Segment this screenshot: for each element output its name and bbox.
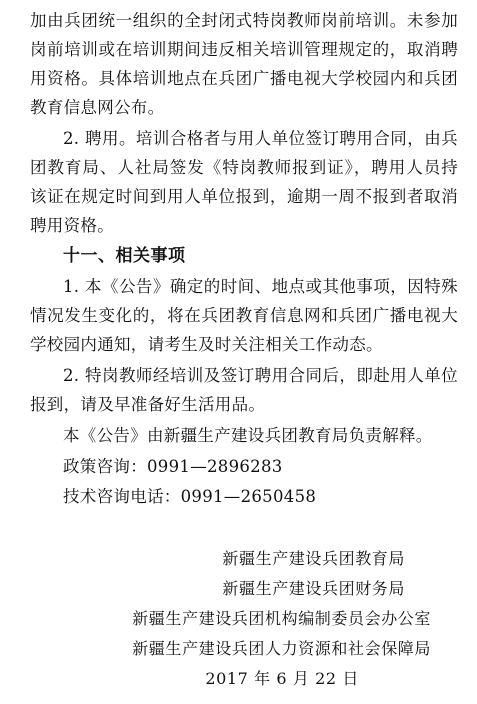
paragraph-training: 加由兵团统一组织的全封闭式特岗教师岗前培训。未参加岗前培训或在培训期间违反相关培训管理规定的，取消聘用资格。具体培训地点在兵团广播电视大学校园内和兵团教育信息网公布。 xyxy=(30,11,458,117)
tech-contact: 技术咨询电话：0991—2650458 xyxy=(63,487,317,506)
signature-finance-bureau: 新疆生产建设兵团财务局 xyxy=(222,579,405,598)
document-date: 2017 年 6 月 22 日 xyxy=(205,669,359,688)
signature-staffing-office: 新疆生产建设兵团机构编制委员会办公室 xyxy=(132,609,431,628)
paragraph-interpretation: 本《公告》由新疆生产建设兵团教育局负责解释。 xyxy=(63,426,433,445)
section-heading: 十一、相关事项 xyxy=(63,246,186,266)
signature-hr-bureau: 新疆生产建设兵团人力资源和社会保障局 xyxy=(132,639,431,658)
paragraph-reporting: 2. 特岗教师经培训及签订聘用合同后，即赴用人单位报到，请及早准备好生活用品。 xyxy=(30,366,458,414)
paragraph-employment: 2. 聘用。培训合格者与用人单位签订聘用合同，由兵团教育局、人社局签发《特岗教师报到证》，聘用人员持该证在规定时间到用人单位报到，逾期一周不报到者取消聘用资格。 xyxy=(30,129,458,235)
policy-contact: 政策咨询：0991—2896283 xyxy=(63,457,283,476)
paragraph-changes: 1. 本《公告》确定的时间、地点或其他事项，因特殊情况发生变化的，将在兵团教育信息网和兵团广播电视大学校园内通知，请考生及时关注相关工作动态。 xyxy=(30,277,458,354)
signature-education-bureau: 新疆生产建设兵团教育局 xyxy=(222,549,405,568)
